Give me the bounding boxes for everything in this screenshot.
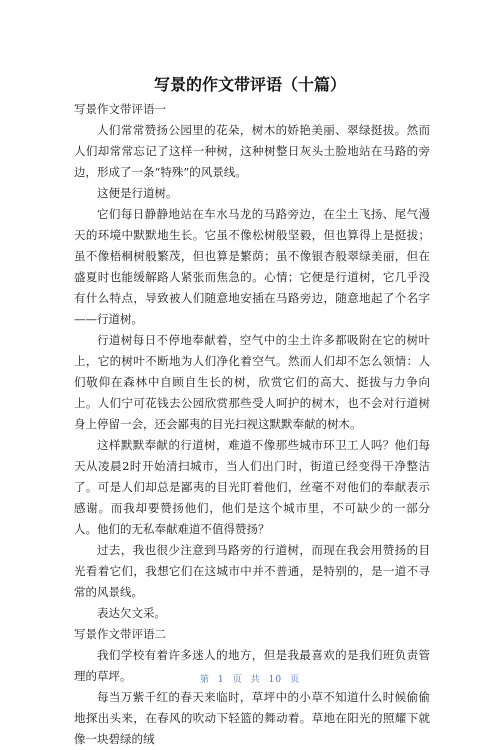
footer-total-label: 共 <box>250 675 261 685</box>
paragraph: 这便是行道树。 <box>97 186 178 200</box>
paragraph: 行道树每日不停地奉献着，空气中的尘土许多都吸附在它的树叶上，它的树叶不断地为人们净化着空气。然而人们却不怎么领情：人们敬仰在森林中自顾自生长的树，欣赏它们的高大、挺拔与力争向上。人们宁可花钱去公园欣赏那些受人呵护的树木，也不会对行道树身上停留一会，还会鄙夷的目光扫视这默默奉献的树木。 <box>74 333 430 431</box>
document-body <box>74 99 430 750</box>
paragraph: 我们学校有着许多迷人的地方，但是我最喜欢的是我们班负责管理的草坪。 <box>74 648 430 683</box>
page-footer <box>0 674 500 686</box>
footer-page-unit: 页 <box>232 675 243 685</box>
footer-total-unit: 页 <box>290 675 301 685</box>
total-pages: 10 <box>268 675 283 685</box>
paragraph: 它们每日静静地站在车水马龙的马路旁边，在尘土飞扬、尾气漫天的环境中默默地生长。它虽不像松树般坚毅，但也算得上是挺拔；虽不像梧桐树般繁茂，但也算是繁荫；虽不像银杏般翠绿美丽，但在盛夏时也能缓解路人紧张而焦急的。心情；它便是行道树，它几乎没有什么特点，导致被人们随意地安插在马路旁边，随意地起了个名字——行道树。 <box>74 207 430 326</box>
paragraph: 过去，我也很少注意到马路旁的行道树，而现在我会用赞扬的目光看着它们，我想它们在这城市中并不普通，是特别的，是一道不寻常的风景线。 <box>74 543 430 599</box>
section-heading: 写景作文带评语二 <box>74 627 166 641</box>
document-title: 写景的作文带评语（十篇） <box>153 75 346 94</box>
paragraph: 人们常常赞扬公园里的花朵，树木的娇艳美丽、翠绿挺拔。然而人们却常常忘记了这样一种树，这种树整日灰头土脸地站在马路的旁边，形成了一条“特殊”的风景线。 <box>74 123 430 179</box>
paragraph: 这样默默奉献的行道树，难道不像那些城市环卫工人吗？他们每天从凌晨2时开始清扫城市，当人们出门时，街道已经变得干净整洁了。可是人们却总是鄙夷的目光盯着他们，丝毫不对他们的奉献表示感谢。而我却要赞扬他们，他们是这个城市里，不可缺少的一部分人。他们的无私奉献难道不值得赞扬？ <box>74 438 430 536</box>
footer-page-label: 第 <box>199 675 210 685</box>
section-heading: 写景作文带评语一 <box>74 102 166 116</box>
review-comment: 表达欠文采。 <box>97 606 166 620</box>
paragraph: 每当万紫千红的春天来临时，草坪中的小草不知道什么时候偷偷地探出头来，在春风的吹动下轻篮的舞动着。草地在阳光的照耀下就像一块碧绿的绒 <box>74 690 430 746</box>
page-number: 1 <box>217 675 225 685</box>
